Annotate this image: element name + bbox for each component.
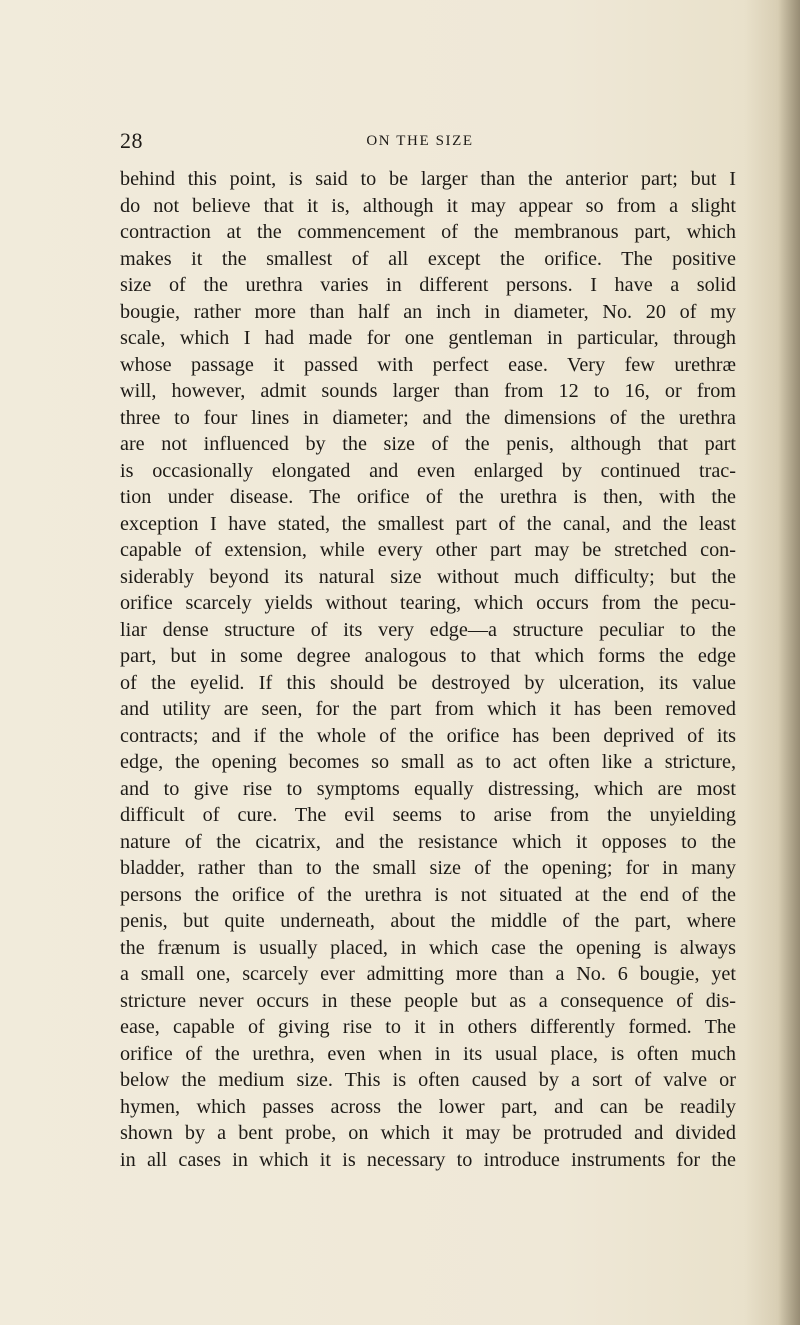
text-line: bladder, rather than to the small size of the opening; for in many [120,857,736,879]
text-line: is occasionally elongated and even enlarged by continued trac- [120,459,736,482]
text-line: liar dense structure of its very edge—a structure peculiar to the [120,618,736,641]
text-line: scale, which I had made for one gentleman in particular, through [120,327,736,349]
text-line: shown by a bent probe, on which it may be protruded and divided [120,1122,736,1144]
text-line: will, however, admit sounds larger than from 12 to 16, or from [120,380,736,402]
text-line: capable of extension, while every other part may be stretched con- [120,539,736,561]
text-line: tion under disease. The orifice of the urethra is then, with the [120,486,736,508]
text-line: persons the orifice of the urethra is not situated at the end of the [120,883,736,906]
page-number: 28 [120,128,143,153]
text-line: ease, capable of giving rise to it in others differently formed. The [120,1016,736,1038]
text-line: three to four lines in diameter; and the dimensions of the urethra [120,406,736,429]
text-line: below the medium size. This is often caused by a sort of valve or [120,1069,736,1091]
text-line: the frænum is usually placed, in which case the opening is always [120,936,736,959]
binding-shadow [778,0,800,1325]
text-line: edge, the opening becomes so small as to act often like a stricture, [120,751,736,773]
text-line: bougie, rather more than half an inch in diameter, No. 20 of my [120,300,736,323]
text-line: contracts; and if the whole of the orifice has been deprived of its [120,724,736,747]
text-line: a small one, scarcely ever admitting more than a No. 6 bougie, yet [120,963,736,985]
text-line: do not believe that it is, although it may appear so from a slight [120,194,736,217]
text-line: and utility are seen, for the part from which it has been removed [120,698,736,720]
text-line: contraction at the commencement of the membranous part, which [120,221,736,243]
text-line: siderably beyond its natural size without much difficulty; but the [120,565,736,588]
text-line: whose passage it passed with perfect ease. Very few urethræ [120,353,736,376]
text-line: are not influenced by the size of the penis, although that part [120,433,736,455]
text-line: stricture never occurs in these people but as a consequence of dis- [120,989,736,1012]
body-text [120,166,736,1173]
text-line: orifice of the urethra, even when in its usual place, is often much [120,1042,736,1065]
text-line: in all cases in which it is necessary to introduce instruments for the [120,1148,736,1171]
text-line: exception I have stated, the smallest part of the canal, and the least [120,512,736,535]
text-line: penis, but quite underneath, about the middle of the part, where [120,910,736,932]
running-head [120,128,720,158]
text-line: part, but in some degree analogous to that which forms the edge [120,645,736,667]
running-title: ON THE SIZE [366,133,474,149]
text-line: makes it the smallest of all except the orifice. The positive [120,247,736,270]
text-line: hymen, which passes across the lower part, and can be readily [120,1095,736,1118]
text-line: of the eyelid. If this should be destroyed by ulceration, its value [120,671,736,694]
text-line: orifice scarcely yields without tearing, which occurs from the pecu- [120,592,736,614]
text-line: size of the urethra varies in different persons. I have a solid [120,274,736,296]
text-line: and to give rise to symptoms equally distressing, which are most [120,777,736,800]
text-line: behind this point, is said to be larger than the anterior part; but I [120,168,736,190]
text-line: nature of the cicatrix, and the resistance which it opposes to the [120,830,736,853]
text-line: difficult of cure. The evil seems to arise from the unyielding [120,804,736,826]
